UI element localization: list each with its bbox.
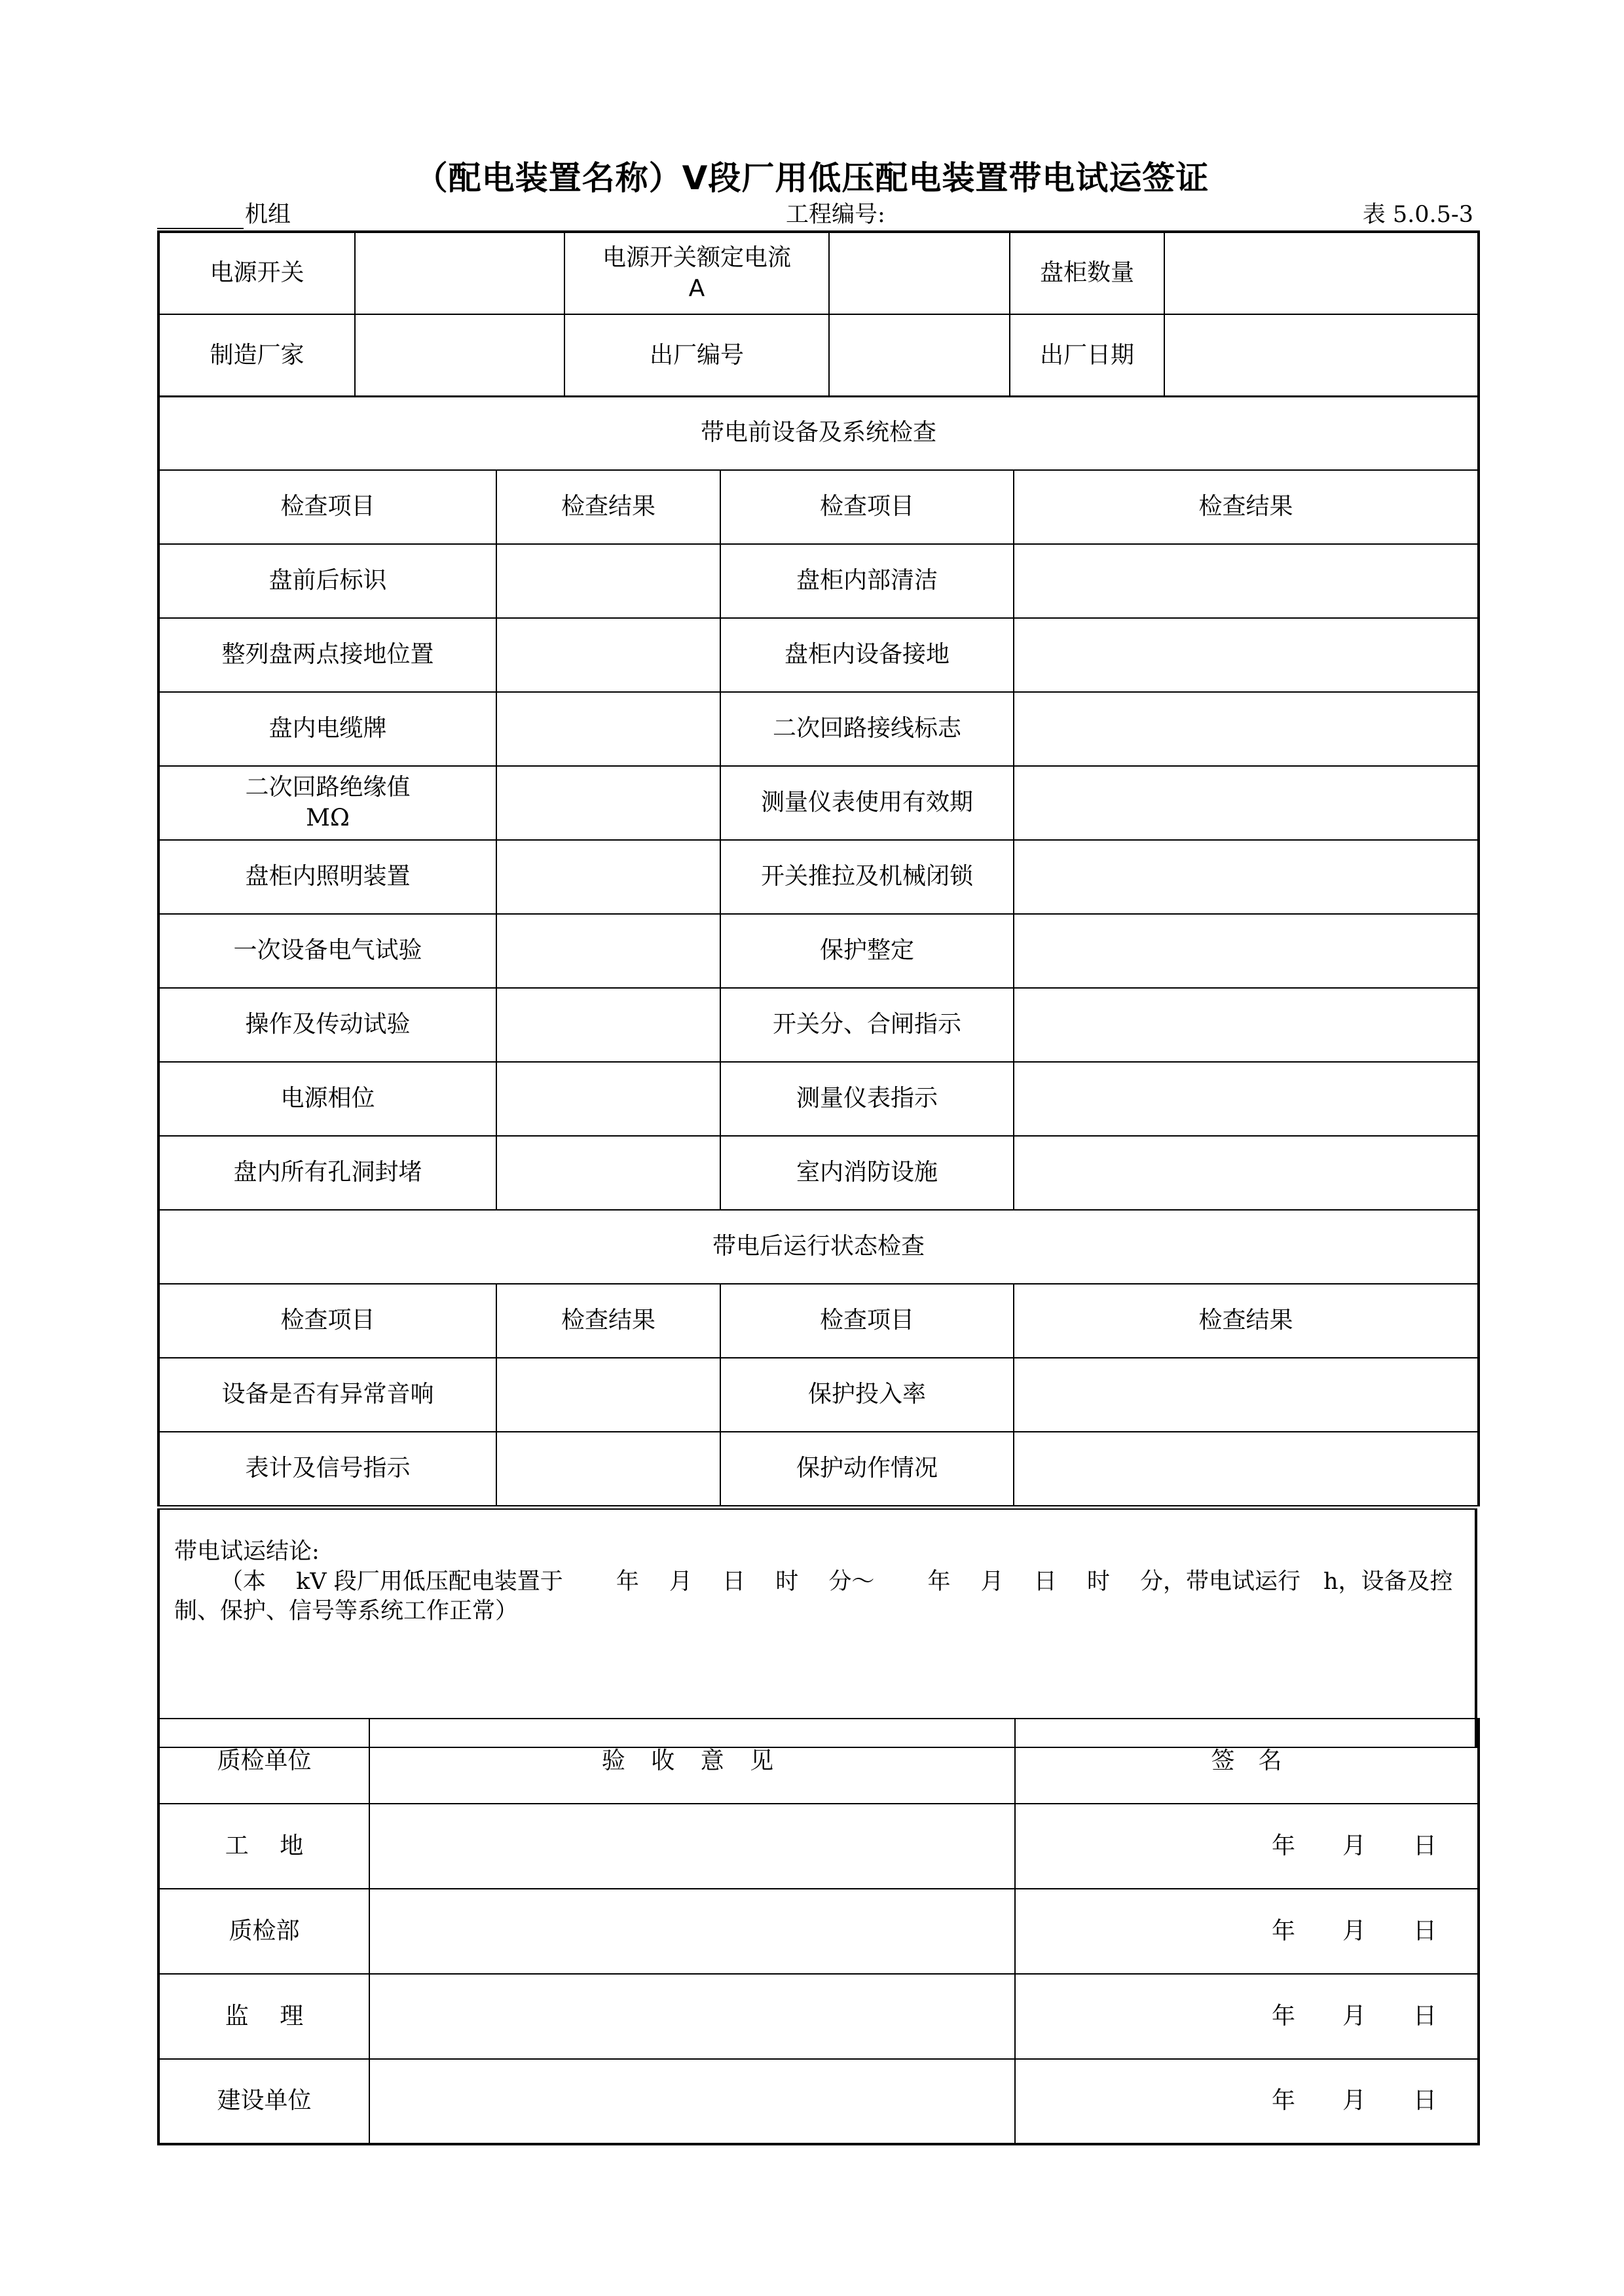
table-row bbox=[158, 840, 1479, 914]
header-qc-unit: 质检单位 bbox=[158, 1719, 369, 1804]
check-item: 开关推拉及机械闭锁 bbox=[720, 840, 1014, 914]
check-table bbox=[157, 395, 1480, 1506]
project-no-label: 工程编号: bbox=[786, 202, 885, 228]
qc-unit-supervision: 监 理 bbox=[158, 1974, 369, 2059]
acceptance-opinion[interactable] bbox=[369, 1804, 1015, 1889]
check-result[interactable] bbox=[1014, 1358, 1479, 1432]
check-item: 保护投入率 bbox=[720, 1358, 1014, 1432]
check-item: 电源相位 bbox=[158, 1062, 496, 1136]
unit-label: 机组 bbox=[245, 202, 291, 228]
check-item: 盘柜内照明装置 bbox=[158, 840, 496, 914]
check-item: 一次设备电气试验 bbox=[158, 914, 496, 988]
factory-date-value[interactable] bbox=[1164, 314, 1479, 397]
table-row bbox=[158, 1432, 1479, 1506]
check-item: 操作及传动试验 bbox=[158, 988, 496, 1062]
signature-date[interactable]: 年 月 日 bbox=[1015, 2059, 1479, 2144]
table-row bbox=[158, 618, 1479, 692]
signature-date[interactable]: 年 月 日 bbox=[1015, 1804, 1479, 1889]
check-result[interactable] bbox=[1014, 840, 1479, 914]
table-row bbox=[158, 2059, 1479, 2144]
header-check-result: 检查结果 bbox=[496, 470, 720, 544]
conclusion-label: 带电试运结论: bbox=[174, 1539, 320, 1565]
table-row bbox=[158, 1062, 1479, 1136]
form-no: 表 5.0.5-3 bbox=[1362, 202, 1473, 228]
qc-unit-qc-dept: 质检部 bbox=[158, 1889, 369, 1974]
conclusion-cell[interactable] bbox=[158, 1509, 1476, 1747]
table-row bbox=[158, 766, 1479, 840]
check-result[interactable] bbox=[1014, 618, 1479, 692]
header-check-item: 检查项目 bbox=[720, 1284, 1014, 1358]
header-check-result: 检查结果 bbox=[1014, 470, 1479, 544]
check-result[interactable] bbox=[496, 1136, 720, 1210]
header-check-item: 检查项目 bbox=[158, 1284, 496, 1358]
qc-unit-site: 工 地 bbox=[158, 1804, 369, 1889]
pre-section-title: 带电前设备及系统检查 bbox=[158, 396, 1479, 470]
table-row bbox=[158, 1889, 1479, 1974]
unit-line bbox=[157, 196, 291, 229]
check-result[interactable] bbox=[1014, 544, 1479, 618]
rated-current-unit: A bbox=[688, 274, 705, 302]
check-result[interactable] bbox=[496, 766, 720, 840]
check-result[interactable] bbox=[496, 988, 720, 1062]
check-item: 表计及信号指示 bbox=[158, 1432, 496, 1506]
acceptance-opinion[interactable] bbox=[369, 1889, 1015, 1974]
check-result[interactable] bbox=[496, 544, 720, 618]
check-item: 二次回路接线标志 bbox=[720, 692, 1014, 766]
table-row bbox=[158, 1358, 1479, 1432]
check-result[interactable] bbox=[496, 1358, 720, 1432]
check-item: 盘柜内部清洁 bbox=[720, 544, 1014, 618]
check-item: 盘前后标识 bbox=[158, 544, 496, 618]
check-result[interactable] bbox=[1014, 1136, 1479, 1210]
post-section-title: 带电后运行状态检查 bbox=[158, 1210, 1479, 1284]
check-result[interactable] bbox=[1014, 1432, 1479, 1506]
check-item: 测量仪表使用有效期 bbox=[720, 766, 1014, 840]
conclusion-table bbox=[157, 1508, 1477, 1748]
check-result[interactable] bbox=[1014, 692, 1479, 766]
check-result[interactable] bbox=[496, 914, 720, 988]
header-acceptance-opinion: 验 收 意 见 bbox=[369, 1719, 1015, 1804]
factory-date-label: 出厂日期 bbox=[1010, 314, 1164, 397]
cabinet-count-value[interactable] bbox=[1164, 232, 1479, 314]
unit-blank[interactable] bbox=[157, 208, 244, 229]
check-item: 室内消防设施 bbox=[720, 1136, 1014, 1210]
power-switch-value[interactable] bbox=[355, 232, 564, 314]
manufacturer-label: 制造厂家 bbox=[158, 314, 355, 397]
check-result[interactable] bbox=[496, 692, 720, 766]
acceptance-table bbox=[157, 1718, 1480, 2145]
check-item: 盘内电缆牌 bbox=[158, 692, 496, 766]
table-row bbox=[158, 692, 1479, 766]
insulation-unit: MΩ bbox=[306, 804, 350, 831]
power-switch-label: 电源开关 bbox=[158, 232, 355, 314]
check-item: 开关分、合闸指示 bbox=[720, 988, 1014, 1062]
table-row bbox=[158, 1804, 1479, 1889]
check-item: 二次回路绝缘值 MΩ bbox=[158, 766, 496, 840]
check-result[interactable] bbox=[1014, 988, 1479, 1062]
conclusion-text-line1: （本 kV 段厂用低压配电装置于 年 月 日 时 分～ 年 月 日 时 分，带电试运行 h，设备及控 bbox=[220, 1568, 1453, 1595]
factory-no-value[interactable] bbox=[829, 314, 1010, 397]
check-result[interactable] bbox=[496, 840, 720, 914]
check-item: 盘柜内设备接地 bbox=[720, 618, 1014, 692]
check-item: 保护整定 bbox=[720, 914, 1014, 988]
header-check-result: 检查结果 bbox=[496, 1284, 720, 1358]
header-signature: 签 名 bbox=[1015, 1719, 1479, 1804]
signature-date[interactable]: 年 月 日 bbox=[1015, 1889, 1479, 1974]
check-result[interactable] bbox=[1014, 1062, 1479, 1136]
check-item: 测量仪表指示 bbox=[720, 1062, 1014, 1136]
check-result[interactable] bbox=[1014, 766, 1479, 840]
check-item: 整列盘两点接地位置 bbox=[158, 618, 496, 692]
check-item: 设备是否有异常音响 bbox=[158, 1358, 496, 1432]
info-table bbox=[157, 230, 1480, 397]
manufacturer-value[interactable] bbox=[355, 314, 564, 397]
table-row bbox=[158, 914, 1479, 988]
table-row bbox=[158, 544, 1479, 618]
table-row bbox=[158, 1136, 1479, 1210]
check-result[interactable] bbox=[496, 1432, 720, 1506]
cabinet-count-label: 盘柜数量 bbox=[1010, 232, 1164, 314]
table-row bbox=[158, 1974, 1479, 2059]
table-row bbox=[158, 988, 1479, 1062]
conclusion-text-line2: 制、保护、信号等系统工作正常） bbox=[174, 1598, 519, 1624]
rated-current-value[interactable] bbox=[829, 232, 1010, 314]
qc-unit-owner: 建设单位 bbox=[158, 2059, 369, 2144]
check-item: 保护动作情况 bbox=[720, 1432, 1014, 1506]
rated-current-label: 电源开关额定电流 A bbox=[564, 232, 829, 314]
header-check-item: 检查项目 bbox=[158, 470, 496, 544]
header-check-item: 检查项目 bbox=[720, 470, 1014, 544]
page-title: （配电装置名称）Ⅴ段厂用低压配电装置带电试运签证 bbox=[415, 159, 1209, 197]
check-item: 盘内所有孔洞封堵 bbox=[158, 1136, 496, 1210]
acceptance-opinion[interactable] bbox=[369, 2059, 1015, 2144]
signature-date[interactable]: 年 月 日 bbox=[1015, 1974, 1479, 2059]
header-check-result: 检查结果 bbox=[1014, 1284, 1479, 1358]
check-result[interactable] bbox=[496, 1062, 720, 1136]
check-result[interactable] bbox=[1014, 914, 1479, 988]
acceptance-opinion[interactable] bbox=[369, 1974, 1015, 2059]
check-result[interactable] bbox=[496, 618, 720, 692]
factory-no-label: 出厂编号 bbox=[564, 314, 829, 397]
